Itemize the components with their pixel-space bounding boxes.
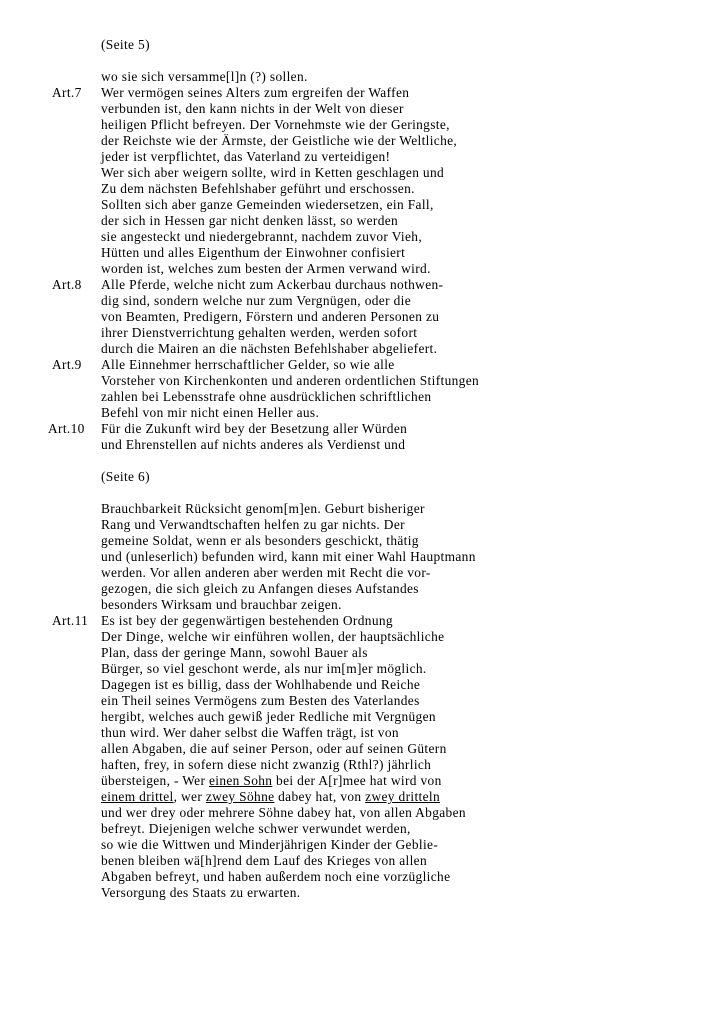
underlined-text: einen Sohn bbox=[208, 773, 273, 788]
article-label-10: Art.10 bbox=[48, 421, 85, 436]
text-span: übersteigen, - Wer bbox=[101, 773, 209, 788]
text-line: von Beamten, Predigern, Förstern und anderen Personen zu bbox=[101, 309, 440, 324]
text-span: , wer bbox=[173, 789, 206, 804]
text-span: dabey hat, von bbox=[274, 789, 366, 804]
text-line: Bürger, so viel geschont werde, als nur im[m]er möglich. bbox=[101, 661, 427, 676]
text-line-ueberstiegen bbox=[101, 773, 442, 789]
text-line: zahlen bei Lebensstrafe ohne ausdrücklichen schriftlichen bbox=[101, 389, 432, 404]
text-line: verbunden ist, den kann nichts in der Welt von dieser bbox=[101, 101, 404, 116]
text-line: Alle Einnehmer herrschaftlicher Gelder, so wie alle bbox=[101, 357, 395, 372]
text-line: und (unleserlich) befunden wird, kann mit einer Wahl Hauptmann bbox=[101, 549, 476, 564]
text-line: Für die Zukunft wird bey der Besetzung aller Würden bbox=[101, 421, 408, 436]
article-label-11: Art.11 bbox=[52, 613, 89, 628]
text-line: Alle Pferde, welche nicht zum Ackerbau durchaus nothwen- bbox=[101, 277, 444, 292]
text-line: gemeine Soldat, wenn er als besonders geschickt, thätig bbox=[101, 533, 419, 548]
text-line: befreyt. Diejenigen welche schwer verwundet werden, bbox=[101, 821, 411, 836]
text-line: heiligen Pflicht befreyen. Der Vornehmste wie der Geringste, bbox=[101, 117, 450, 132]
article-label-9: Art.9 bbox=[52, 357, 82, 372]
text-line: und wer drey oder mehrere Söhne dabey hat, von allen Abgaben bbox=[101, 805, 466, 820]
text-line: Brauchbarkeit Rücksicht genom[m]en. Geburt bisheriger bbox=[101, 501, 425, 516]
article-label-8: Art.8 bbox=[52, 277, 82, 292]
text-line: Rang und Verwandtschaften helfen zu gar nichts. Der bbox=[101, 517, 405, 532]
text-line: Hütten und alles Eigenthum der Einwohner confisiert bbox=[101, 245, 406, 260]
text-line: werden. Vor allen anderen aber werden mit Recht die vor- bbox=[101, 565, 431, 580]
text-line: allen Abgaben, die auf seiner Person, oder auf seinen Gütern bbox=[101, 741, 447, 756]
text-line: worden ist, welches zum besten der Armen verwand wird. bbox=[101, 261, 431, 276]
text-line: der sich in Hessen gar nicht denken lässt, so werden bbox=[101, 213, 399, 228]
text-line: sie angesteckt und niedergebrannt, nachdem zuvor Vieh, bbox=[101, 229, 423, 244]
text-line: Versorgung des Staats zu erwarten. bbox=[101, 885, 301, 900]
page-marker-6: (Seite 6) bbox=[101, 469, 150, 484]
text-line: Befehl von mir nicht einen Heller aus. bbox=[101, 405, 320, 420]
text-line: Es ist bey der gegenwärtigen bestehenden Ordnung bbox=[101, 613, 393, 628]
text-line: durch die Mairen an die nächsten Befehlshaber abgeliefert. bbox=[101, 341, 438, 356]
text-line: der Reichste wie der Ärmste, der Geistliche wie der Weltliche, bbox=[101, 133, 458, 148]
text-line: Plan, dass der geringe Mann, sowohl Bauer als bbox=[101, 645, 368, 660]
article-label-7: Art.7 bbox=[52, 85, 82, 100]
text-line: gezogen, die sich gleich zu Anfangen dieses Aufstandes bbox=[101, 581, 419, 596]
page-marker-5: (Seite 5) bbox=[101, 37, 150, 52]
text-line: Abgaben befreyt, und haben außerdem noch eine vorzügliche bbox=[101, 869, 451, 884]
text-line: thun wird. Wer daher selbst die Waffen trägt, ist von bbox=[101, 725, 399, 740]
text-line: ein Theil seines Vermögens zum Besten des Vaterlandes bbox=[101, 693, 420, 708]
text-line: haften, frey, in sofern diese nicht zwanzig (Rthl?) jährlich bbox=[101, 757, 432, 772]
text-line: Vorsteher von Kirchenkonten und anderen ordentlichen Stiftungen bbox=[101, 373, 480, 388]
text-line: wo sie sich versamme[l]n (?) sollen. bbox=[101, 69, 308, 84]
text-line: Sollten sich aber ganze Gemeinden wiedersetzen, ein Fall, bbox=[101, 197, 434, 212]
text-line: Wer sich aber weigern sollte, wird in Ketten geschlagen und bbox=[101, 165, 445, 180]
text-span: bei der A[r]mee hat wird von bbox=[272, 773, 442, 788]
text-line: jeder ist verpflichtet, das Vaterland zu verteidigen! bbox=[101, 149, 391, 164]
text-line-drittel bbox=[101, 789, 440, 805]
text-line: Wer vermögen seines Alters zum ergreifen der Waffen bbox=[101, 85, 410, 100]
text-line: so wie die Wittwen und Minderjährigen Kinder der Geblie- bbox=[101, 837, 439, 852]
text-line: dig sind, sondern welche nur zum Vergnügen, oder die bbox=[101, 293, 412, 308]
text-line: benen bleiben wä[h]rend dem Lauf des Krieges von allen bbox=[101, 853, 428, 868]
underlined-text: zwey dritteln bbox=[365, 789, 440, 804]
underlined-text: einem drittel bbox=[101, 789, 174, 804]
underlined-text: zwey Söhne bbox=[205, 789, 275, 804]
text-line: Dagegen ist es billig, dass der Wohlhabende und Reiche bbox=[101, 677, 421, 692]
text-line: Zu dem nächsten Befehlshaber geführt und erschossen. bbox=[101, 181, 415, 196]
text-line: besonders Wirksam und brauchbar zeigen. bbox=[101, 597, 342, 612]
text-line: ihrer Dienstverrichtung gehalten werden, werden sofort bbox=[101, 325, 418, 340]
text-line: und Ehrenstellen auf nichts anderes als Verdienst und bbox=[101, 437, 406, 452]
text-line: Der Dinge, welche wir einführen wollen, der hauptsächliche bbox=[101, 629, 445, 644]
text-line: hergibt, welches auch gewiß jeder Redliche mit Vergnügen bbox=[101, 709, 436, 724]
